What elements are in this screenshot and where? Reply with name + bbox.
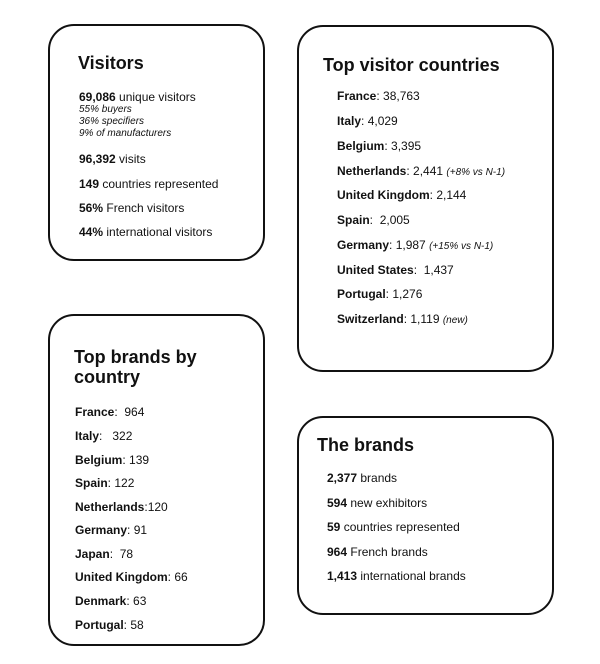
- separator: :: [123, 618, 131, 632]
- separator: :: [122, 453, 130, 467]
- country-name: Netherlands: [75, 500, 145, 514]
- brand-count: 139: [129, 453, 150, 467]
- stat-value: 96,392: [79, 152, 116, 166]
- country-row-united-kingdom: [337, 188, 466, 202]
- stat-countries: [79, 177, 218, 191]
- country-name: United States: [337, 263, 414, 277]
- separator: :: [406, 164, 414, 178]
- visitor-count: 1,987: [395, 238, 426, 252]
- top-brands-by-country-card: [48, 314, 265, 646]
- separator: :: [403, 312, 411, 326]
- visitors-title: Visitors: [78, 53, 144, 73]
- country-name: France: [75, 405, 115, 419]
- stat-total-brands: [327, 471, 397, 485]
- top-visitor-countries-card: [297, 25, 554, 372]
- stat-value: 594: [327, 496, 348, 510]
- stat-label: international visitors: [103, 225, 213, 239]
- country-row-united-states: [337, 263, 454, 277]
- country-name: Italy: [337, 114, 362, 128]
- stat-value: 69,086: [79, 90, 116, 104]
- stat-label: French brands: [347, 545, 428, 559]
- separator: :: [167, 570, 175, 584]
- brand-count: 322: [112, 429, 133, 443]
- country-name: Spain: [337, 213, 370, 227]
- visitor-count: 1,276: [392, 287, 423, 301]
- country-name: United Kingdom: [75, 570, 168, 584]
- visitor-count: 1,119: [410, 312, 440, 326]
- stat-new-exhibitors: [327, 496, 427, 510]
- country-name: France: [337, 89, 377, 103]
- visitor-count: 2,144: [436, 188, 467, 202]
- country-row-spain: [337, 213, 410, 227]
- stat-value: 56%: [79, 201, 104, 215]
- separator: :: [384, 139, 392, 153]
- visitor-count: 1,437: [423, 263, 454, 277]
- visitor-count: 2,441: [413, 164, 444, 178]
- breakdown-specifiers: 36% specifiers: [79, 116, 145, 127]
- country-name: Switzerland: [337, 312, 404, 326]
- stat-international-visitors: [79, 225, 212, 239]
- separator: :: [99, 429, 113, 443]
- brand-count: 58: [130, 618, 144, 632]
- the-brands-card: [297, 416, 554, 615]
- separator: :: [376, 89, 384, 103]
- stat-countries-represented: [327, 520, 460, 534]
- trend-note: (new): [442, 315, 468, 326]
- country-name: Belgium: [337, 139, 385, 153]
- brand-row-denmark: [75, 594, 146, 608]
- separator: :: [114, 405, 125, 419]
- top-visitor-countries-title: Top visitor countries: [323, 55, 500, 75]
- brand-row-italy: [75, 429, 132, 443]
- brand-count: 122: [114, 476, 135, 490]
- brand-count: 66: [174, 570, 188, 584]
- separator: :: [389, 238, 396, 252]
- stat-label: international brands: [357, 569, 466, 583]
- stat-value: 59: [327, 520, 341, 534]
- stat-international-brands: [327, 569, 466, 583]
- stat-unique-visitors: [79, 90, 196, 104]
- stat-label: countries represented: [340, 520, 460, 534]
- stat-label: unique visitors: [115, 90, 196, 104]
- separator: :: [385, 287, 393, 301]
- brand-row-germany: [75, 523, 147, 537]
- stat-visits: [79, 152, 146, 166]
- country-row-belgium: [337, 139, 421, 153]
- brand-count: 91: [133, 523, 148, 537]
- stat-french-visitors: [79, 201, 184, 215]
- country-name: Spain: [75, 476, 108, 490]
- country-name: Japan: [75, 547, 110, 561]
- stat-label: visits: [115, 152, 146, 166]
- country-name: Italy: [75, 429, 100, 443]
- stat-label: countries represented: [99, 177, 219, 191]
- country-name: Germany: [75, 523, 128, 537]
- separator: :: [369, 213, 380, 227]
- country-row-france: [337, 89, 420, 103]
- brand-count: 120: [147, 500, 168, 514]
- brand-count: 63: [133, 594, 147, 608]
- country-name: United Kingdom: [337, 188, 430, 202]
- country-row-italy: [337, 114, 398, 128]
- country-name: Netherlands: [337, 164, 407, 178]
- separator: :: [126, 594, 134, 608]
- visitor-count: 2,005: [379, 213, 410, 227]
- visitor-count: 3,395: [391, 139, 422, 153]
- country-row-netherlands: [337, 164, 505, 179]
- country-row-germany: [337, 238, 493, 253]
- stat-label: French visitors: [103, 201, 185, 215]
- stat-value: 44%: [79, 225, 104, 239]
- stat-label: new exhibitors: [347, 496, 428, 510]
- stat-value: 964: [327, 545, 348, 559]
- top-brands-by-country-title: Top brands by country: [74, 347, 197, 387]
- stat-value: 149: [79, 177, 100, 191]
- separator: :: [107, 476, 115, 490]
- stat-french-brands: [327, 545, 428, 559]
- country-name: Portugal: [337, 287, 386, 301]
- the-brands-title: The brands: [317, 435, 415, 455]
- separator: :: [127, 523, 134, 537]
- country-name: Germany: [337, 238, 390, 252]
- separator: :: [413, 263, 424, 277]
- brand-count: 78: [119, 547, 134, 561]
- brand-row-spain: [75, 476, 134, 490]
- visitor-count: 38,763: [383, 89, 420, 103]
- brand-row-france: [75, 405, 144, 419]
- visitor-count: 4,029: [367, 114, 398, 128]
- brand-row-united-kingdom: [75, 570, 188, 584]
- stat-label: brands: [357, 471, 398, 485]
- brand-row-belgium: [75, 453, 149, 467]
- country-row-switzerland: [337, 312, 468, 327]
- brand-row-portugal: [75, 618, 144, 632]
- visitors-card: [48, 24, 265, 261]
- brand-row-netherlands: [75, 500, 168, 514]
- brand-row-japan: [75, 547, 133, 561]
- country-name: Belgium: [75, 453, 123, 467]
- separator: :: [144, 500, 148, 514]
- brand-count: 964: [124, 405, 145, 419]
- country-name: Denmark: [75, 594, 127, 608]
- country-row-portugal: [337, 287, 422, 301]
- stat-value: 1,413: [327, 569, 358, 583]
- country-name: Portugal: [75, 618, 124, 632]
- separator: :: [429, 188, 437, 202]
- separator: :: [109, 547, 120, 561]
- breakdown-buyers: 55% buyers: [79, 104, 132, 115]
- stat-value: 2,377: [327, 471, 358, 485]
- trend-note: (+15% vs N-1): [429, 241, 494, 252]
- separator: :: [361, 114, 368, 128]
- trend-note: (+8% vs N-1): [446, 167, 506, 178]
- breakdown-manufacturers: 9% of manufacturers: [79, 128, 172, 139]
